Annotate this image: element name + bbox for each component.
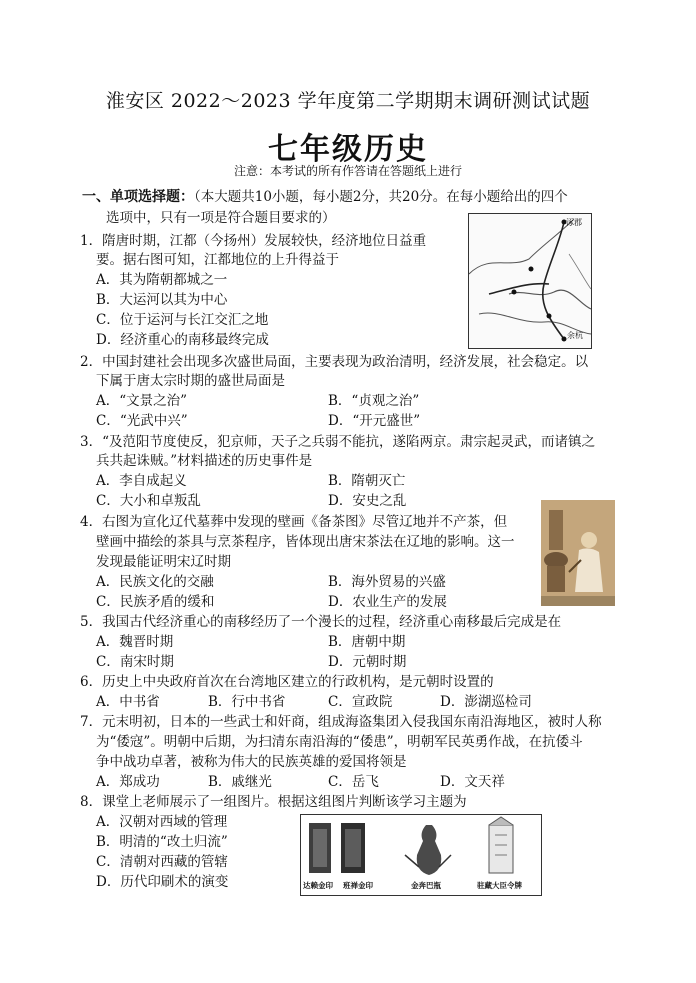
q5-line1: 5．我国古代经济重心的南移经历了一个漫长的过程，经济重心南移最后完成是在 xyxy=(80,614,562,630)
q1-option-b[interactable]: B．大运河以其为中心 xyxy=(96,292,228,308)
q1-option-a[interactable]: A．其为隋朝都城之一 xyxy=(96,272,228,288)
q6-option-c[interactable]: C．宣政院 xyxy=(328,694,393,710)
q2-line1: 2．中国封建社会出现多次盛世局面，主要表现为政治清明，经济发展，社会稳定。以 xyxy=(80,354,589,370)
q4-line2: 壁画中描绘的茶具与烹茶程序，皆体现出唐宋茶法在辽地的影响。这一 xyxy=(96,534,515,550)
q1-option-d[interactable]: D．经济重心的南移最终完成 xyxy=(96,332,269,348)
q6-option-b[interactable]: B．行中书省 xyxy=(208,694,286,710)
q7-option-d[interactable]: D．文天祥 xyxy=(440,774,505,790)
section-desc-line1: （本大题共10小题，每小题2分，共20分。在每小题给出的四个 xyxy=(194,189,568,205)
q6-option-d[interactable]: D．澎湖巡检司 xyxy=(440,694,532,710)
q7-line1: 7．元末明初，日本的一些武士和奸商，组成海盗集团入侵我国东南沿海地区，被时人称 xyxy=(80,714,602,730)
section-desc-line2: 选项中，只有一项是符合题目要求的） xyxy=(106,210,336,226)
map-label-north: 涿郡 xyxy=(566,218,582,227)
q1-line2: 要。据右图可知，江都地位的上升得益于 xyxy=(96,252,339,268)
q4-option-a[interactable]: A．民族文化的交融 xyxy=(96,574,214,590)
q7-line2: 为“倭寇”。明朝中后期，为扫清东南沿海的“倭患”，明朝军民英勇作战，在抗倭斗 xyxy=(96,734,583,750)
q3-line2: 兵共起诛贼。”材料描述的历史事件是 xyxy=(96,453,313,469)
relic-caption-panchen-seal: 班禅金印 xyxy=(343,881,373,890)
q7-line3: 争中战功卓著，被称为伟大的民族英雄的爱国将领是 xyxy=(96,754,407,770)
q8-line1: 8．课堂上老师展示了一组图片。根据这组图片判断该学习主题为 xyxy=(80,794,467,810)
section-label: 一、单项选择题： xyxy=(82,189,194,205)
relic-caption-dalai-seal: 达赖金印 xyxy=(303,881,333,890)
q1-option-c[interactable]: C．位于运河与长江交汇之地 xyxy=(96,312,269,328)
q5-option-b[interactable]: B．唐朝中期 xyxy=(328,634,406,650)
q8-option-b[interactable]: B．明清的“改土归流” xyxy=(96,834,228,850)
q3-option-c[interactable]: C．大小和卓叛乱 xyxy=(96,493,201,509)
q3-option-a[interactable]: A．李自成起义 xyxy=(96,473,187,489)
q4-line3: 发现最能证明宋辽时期 xyxy=(96,554,231,570)
q2-option-c[interactable]: C．“光武中兴” xyxy=(96,413,188,429)
q3-option-b[interactable]: B．隋朝灭亡 xyxy=(328,473,406,489)
q7-option-b[interactable]: B．戚继光 xyxy=(208,774,272,790)
q5-option-c[interactable]: C．南宋时期 xyxy=(96,654,174,670)
q2-option-d[interactable]: D．“开元盛世” xyxy=(328,413,421,429)
q2-option-a[interactable]: A．“文景之治” xyxy=(96,393,188,409)
grand-canal-map xyxy=(468,213,592,349)
q5-option-a[interactable]: A．魏晋时期 xyxy=(96,634,174,650)
relic-caption-golden-urn: 金奔巴瓶 xyxy=(411,881,441,890)
map-label-south: 余杭 xyxy=(567,331,583,340)
q4-option-c[interactable]: C．民族矛盾的缓和 xyxy=(96,594,215,610)
q6-option-a[interactable]: A．中书省 xyxy=(96,694,160,710)
q8-option-d[interactable]: D．历代印刷术的演变 xyxy=(96,874,229,890)
q3-option-d[interactable]: D．安史之乱 xyxy=(328,493,407,509)
section-heading xyxy=(82,186,568,207)
exam-notice: 注意：本考试的所有作答请在答题纸上进行 xyxy=(233,164,462,178)
tea-preparation-mural xyxy=(541,500,615,606)
q6-line1: 6．历史上中央政府首次在台湾地区建立的行政机构，是元朝时设置的 xyxy=(80,674,494,690)
map-drawing xyxy=(469,214,591,348)
q4-option-b[interactable]: B．海外贸易的兴盛 xyxy=(328,574,446,590)
q3-line1: 3．“及范阳节度使反，犯京师，天子之兵弱不能抗，遂陷两京。肃宗起灵武，而诸镇之 xyxy=(80,434,595,450)
relics-figure xyxy=(300,814,542,896)
q2-option-b[interactable]: B．“贞观之治” xyxy=(328,393,420,409)
q1-line1: 1．隋唐时期，江都（今扬州）发展较快，经济地位日益重 xyxy=(80,233,427,249)
mural-drawing xyxy=(541,500,615,606)
q5-option-d[interactable]: D．元朝时期 xyxy=(328,654,407,670)
q8-option-a[interactable]: A．汉朝对西域的管理 xyxy=(96,814,228,830)
relic-caption-amban-token: 驻藏大臣令牌 xyxy=(477,881,522,890)
q4-option-d[interactable]: D．农业生产的发展 xyxy=(328,594,447,610)
q7-option-a[interactable]: A．郑成功 xyxy=(96,774,160,790)
q4-line1: 4．右图为宣化辽代墓葬中发现的壁画《备茶图》尽管辽地并不产茶，但 xyxy=(80,514,508,530)
exam-title: 淮安区 2022～2023 学年度第二学期期末调研测试试题 xyxy=(105,90,591,112)
q8-option-c[interactable]: C．清朝对西藏的管辖 xyxy=(96,854,228,870)
subject-title: 七年级历史 xyxy=(268,132,428,167)
q2-line2: 下属于唐太宗时期的盛世局面是 xyxy=(96,373,285,389)
q7-option-c[interactable]: C．岳飞 xyxy=(328,774,379,790)
